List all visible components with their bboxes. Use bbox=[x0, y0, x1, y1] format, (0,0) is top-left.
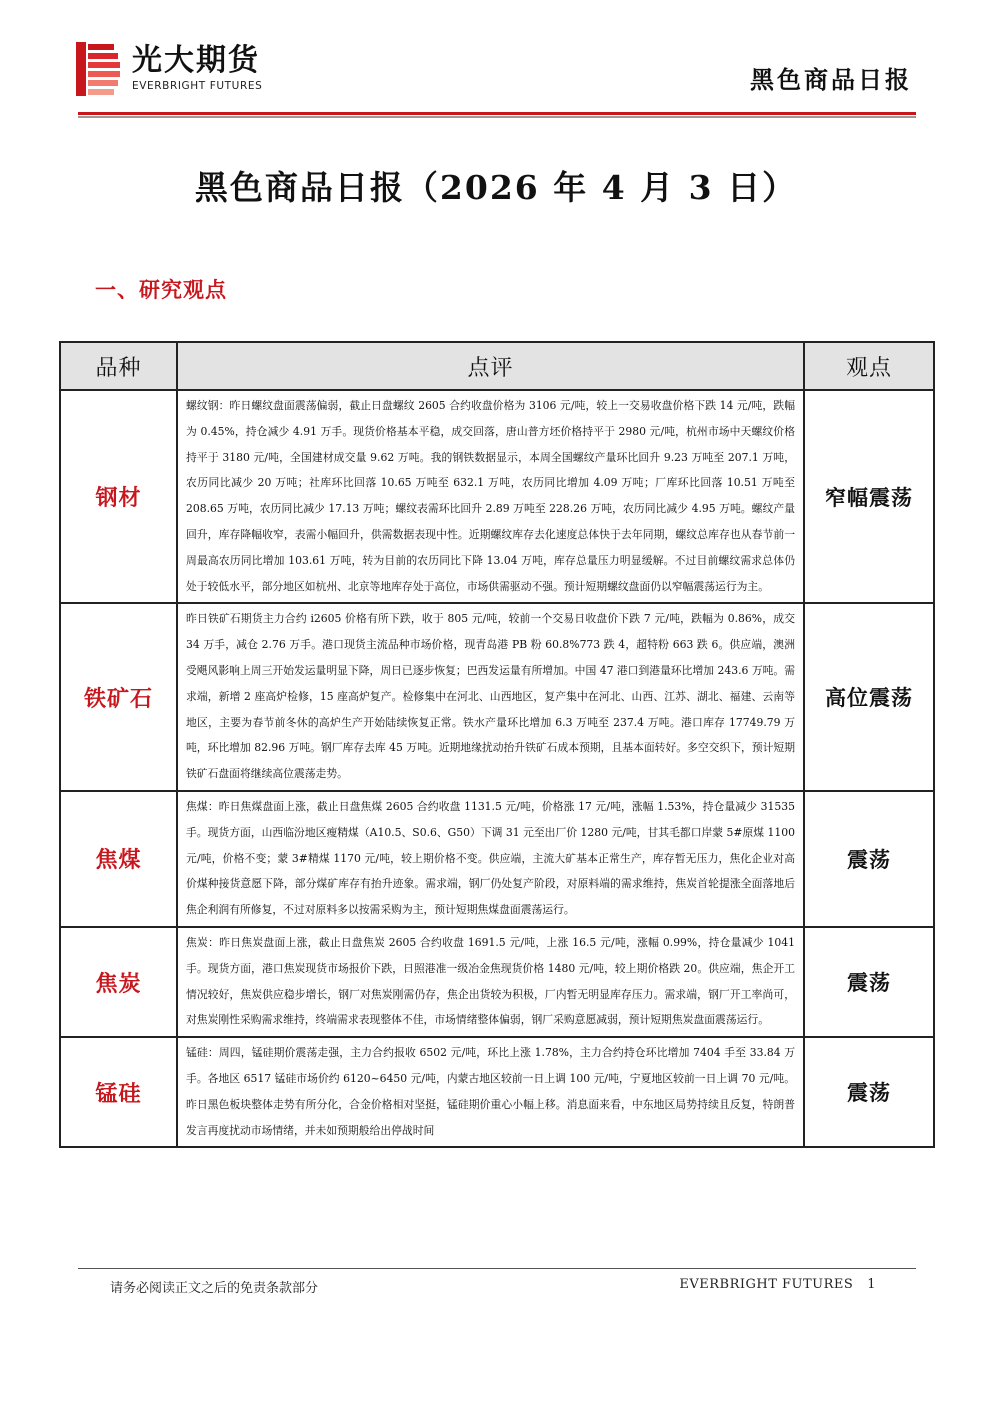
logo-chinese-name: 光大期货 bbox=[132, 43, 260, 78]
outlook-cell: 窄幅震荡 bbox=[804, 390, 934, 603]
report-name: 黑色商品日报 bbox=[750, 66, 912, 94]
table-row-silicomanganese bbox=[60, 1037, 934, 1147]
logo-english-name: EVERBRIGHT FUTURES bbox=[132, 80, 263, 92]
disclaimer-notice: 请务必阅读正文之后的免责条款部分 bbox=[110, 1281, 319, 1296]
comment-cell: 焦煤：昨日焦煤盘面上涨，截止日盘焦煤 2605 合约收盘 1131.5 元/吨，价格涨 17 元/吨，涨幅 1.53%，持仓量减少 31535 手。现货方面，山西临汾地区瘦精煤（A10.5、S0.6、G50）下调 31 元至出厂价 1280 元/吨，甘其毛都口岸蒙 5#原煤 1100 元/吨，价格不变；蒙 3#精煤 1170 元/吨，较上期价格不变。供应端，主流大矿基本正常生产，库存暂无压力，焦化企业对高价煤种接货意愿下降，部分煤矿库存有抬升迹象。需求端，钢厂仍处复产阶段，对原料端的需求维持，焦炭首轮提涨全面落地后焦企利润有所修复，不过对原料多以按需采购为主，预计短期焦煤盘面震荡运行。 bbox=[177, 791, 804, 927]
footer-company: EVERBRIGHT FUTURES bbox=[679, 1277, 854, 1292]
comment-cell: 昨日铁矿石期货主力合约 i2605 价格有所下跌，收于 805 元/吨，较前一个交易日收盘价下跌 7 元/吨，跌幅为 0.86%，成交 34 万手，减仓 2.76 万手。港口现货主流品种市场价格，现青岛港 PB 粉 60.8%773 跌 4，超特粉 663 跌 6。供应端，澳洲受飓风影响上周三开始发运量明显下降，周日已逐步恢复；巴西发运量有所增加。中国 47 港口到港量环比增加 243.6 万吨。需求端，新增 2 座高炉检修，15 座高炉复产。检修集中在河北、山西地区，复产集中在河北、山西、江苏、湖北、福建、云南等地区，主要为春节前冬休的高炉生产开始陆续恢复正常。铁水产量环比增加 6.3 万吨至 237.4 万吨。港口库存 17749.79 万吨，环比增加 82.96 万吨。钢厂库存去库 45 万吨。近期地缘扰动抬升铁矿石成本预期，且基本面转好。多空交织下，预计短期铁矿石盘面将继续高位震荡走势。 bbox=[177, 603, 804, 791]
table-header-row bbox=[60, 342, 934, 390]
document-title: 黑色商品日报（2026 年 4 月 3 日） bbox=[194, 168, 798, 207]
header-variety: 品种 bbox=[60, 342, 177, 390]
outlook-cell: 震荡 bbox=[804, 791, 934, 927]
variety-cell: 铁矿石 bbox=[60, 603, 177, 791]
page-number: 1 bbox=[867, 1277, 876, 1292]
outlook-cell: 震荡 bbox=[804, 1037, 934, 1147]
comment-cell: 螺纹钢：昨日螺纹盘面震荡偏弱，截止日盘螺纹 2605 合约收盘价格为 3106 元/吨，较上一交易收盘价格下跌 14 元/吨，跌幅为 0.45%，持仓减少 4.91 万手。现货价格基本平稳，成交回落，唐山普方坯价格持平于 2980 元/吨，杭州市场中天螺纹价格持平于 3180 元/吨，全国建材成交量 9.62 万吨。我的钢铁数据显示，本周全国螺纹产量环比回升 9.23 万吨至 207.1 万吨，农历同比减少 20 万吨；社库环比回落 10.65 万吨至 632.1 万吨，农历同比增加 4.09 万吨；厂库环比回落 10.51 万吨至 208.65 万吨，农历同比减少 17.13 万吨；螺纹表需环比回升 2.89 万吨至 228.26 万吨，农历同比减少 4.95 万吨。螺纹产量回升，库存降幅收窄，表需小幅回升，供需数据表现中性。近期螺纹库存去化速度总体快于去年同期，螺纹总库存也从春节前一周最高农历同比增加 103.61 万吨，转为目前的农历同比下降 13.04 万吨，库存总量压力明显缓解。不过目前螺纹需求总体仍处于较低水平，部分地区如杭州、北京等地库存处于高位，市场供需驱动不强。预计短期螺纹盘面仍以窄幅震荡运行为主。 bbox=[177, 390, 804, 603]
table-row-coke bbox=[60, 927, 934, 1037]
variety-cell: 钢材 bbox=[60, 390, 177, 603]
table-row-coking-coal bbox=[60, 791, 934, 927]
table-row-steel bbox=[60, 390, 934, 603]
header-outlook: 观点 bbox=[804, 342, 934, 390]
research-view-table bbox=[59, 341, 935, 1148]
outlook-cell: 震荡 bbox=[804, 927, 934, 1037]
variety-cell: 焦煤 bbox=[60, 791, 177, 927]
comment-cell: 锰硅：周四，锰硅期价震荡走强，主力合约报收 6502 元/吨，环比上涨 1.78%，主力合约持仓环比增加 7404 手至 33.84 万手。各地区 6517 锰硅市场价约 6120~6450 元/吨，内蒙古地区较前一日上调 100 元/吨，宁夏地区较前一日上调 70 元/吨。昨日黑色板块整体走势有所分化，合金价格相对坚挺，锰硅期价重心小幅上移。消息面来看，中东地区局势持续且反复，特朗普发言再度扰动市场情绪，并未如预期般给出停战时间 bbox=[177, 1037, 804, 1147]
variety-cell: 锰硅 bbox=[60, 1037, 177, 1147]
variety-cell: 焦炭 bbox=[60, 927, 177, 1037]
header-comment: 点评 bbox=[177, 342, 804, 390]
footer-divider bbox=[78, 1268, 916, 1269]
comment-cell: 焦炭：昨日焦炭盘面上涨，截止日盘焦炭 2605 合约收盘 1691.5 元/吨，上涨 16.5 元/吨，涨幅 0.99%，持仓量减少 1041 手。现货方面，港口焦炭现货市场报价下跌，日照港准一级冶金焦现货价格 1480 元/吨，较上期价格跌 20。供应端，焦企开工情况较好，焦炭供应稳步增长，钢厂对焦炭刚需仍存，焦企出货较为积极，厂内暂无明显库存压力。需求端，钢厂开工率尚可，对焦炭刚性采购需求维持，终端需求表现整体不佳，市场情绪整体偏弱，钢厂采购意愿减弱，预计短期焦炭盘面震荡运行。 bbox=[177, 927, 804, 1037]
footer-company-page bbox=[679, 1277, 876, 1292]
outlook-cell: 高位震荡 bbox=[804, 603, 934, 791]
table-row-iron-ore bbox=[60, 603, 934, 791]
section-heading: 一、研究观点 bbox=[95, 278, 227, 302]
